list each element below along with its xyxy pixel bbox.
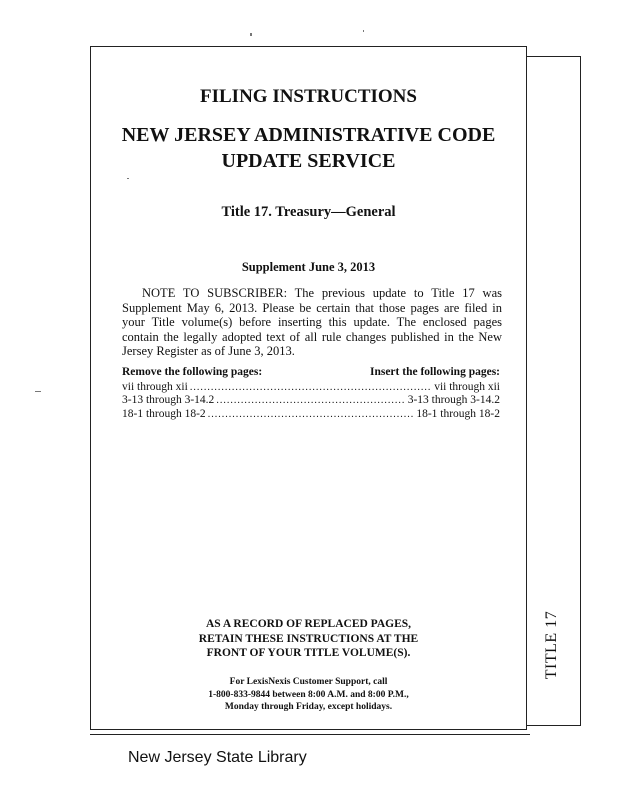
table-header (122, 366, 500, 380)
subscriber-note: NOTE TO SUBSCRIBER: The previous update to Title 17 was Supplement May 6, 2013. Please be certain that those pages are filed in your Title volume(s) before inserting this update. The enclosed pages contain the legally adopted text of all rule changes published in the New Jersey Register as of June 3, 2013. (122, 286, 502, 359)
code-name-line: UPDATE SERVICE (221, 150, 396, 172)
title-heading: Title 17. Treasury—General (221, 204, 396, 220)
scan-speck (35, 391, 41, 392)
record-line: FRONT OF YOUR TITLE VOLUME(S). (206, 647, 411, 659)
scan-speck (127, 178, 129, 179)
tab-label: TITLE 17 (543, 610, 560, 680)
support-line: 1-800-833-9844 between 8:00 A.M. and 8:00 P.M., (208, 689, 409, 700)
page-replacement-table (122, 366, 500, 421)
dot-leader (190, 381, 432, 395)
record-notice (90, 617, 527, 661)
remove-header: Remove the following pages: (122, 366, 263, 378)
table-row (122, 408, 500, 422)
insert-pages: vii through xii (434, 380, 500, 393)
remove-pages: vii through xii (122, 380, 188, 393)
bottom-rule (90, 734, 530, 735)
dot-leader (208, 408, 415, 422)
table-row (122, 381, 500, 395)
table-row (122, 394, 500, 408)
remove-pages: 18-1 through 18-2 (122, 407, 206, 420)
scan-speck (250, 33, 252, 36)
insert-header: Insert the following pages: (369, 366, 500, 378)
dot-leader (216, 394, 405, 408)
insert-pages: 18-1 through 18-2 (416, 407, 500, 420)
record-line: AS A RECORD OF REPLACED PAGES, (205, 618, 412, 630)
supplement-date: Supplement June 3, 2013 (241, 260, 376, 274)
code-name-line: NEW JERSEY ADMINISTRATIVE CODE (121, 124, 496, 146)
scan-speck (363, 30, 364, 32)
record-line: RETAIN THESE INSTRUCTIONS AT THE (198, 632, 419, 645)
page-title: FILING INSTRUCTIONS (200, 86, 417, 107)
remove-pages: 3-13 through 3-14.2 (122, 394, 215, 407)
support-line: Monday through Friday, except holidays. (224, 702, 393, 712)
library-footer: New Jersey State Library (128, 749, 307, 766)
support-line: For LexisNexis Customer Support, call (229, 677, 388, 687)
support-notice (90, 676, 527, 714)
code-name (90, 122, 527, 174)
insert-pages: 3-13 through 3-14.2 (407, 394, 500, 407)
